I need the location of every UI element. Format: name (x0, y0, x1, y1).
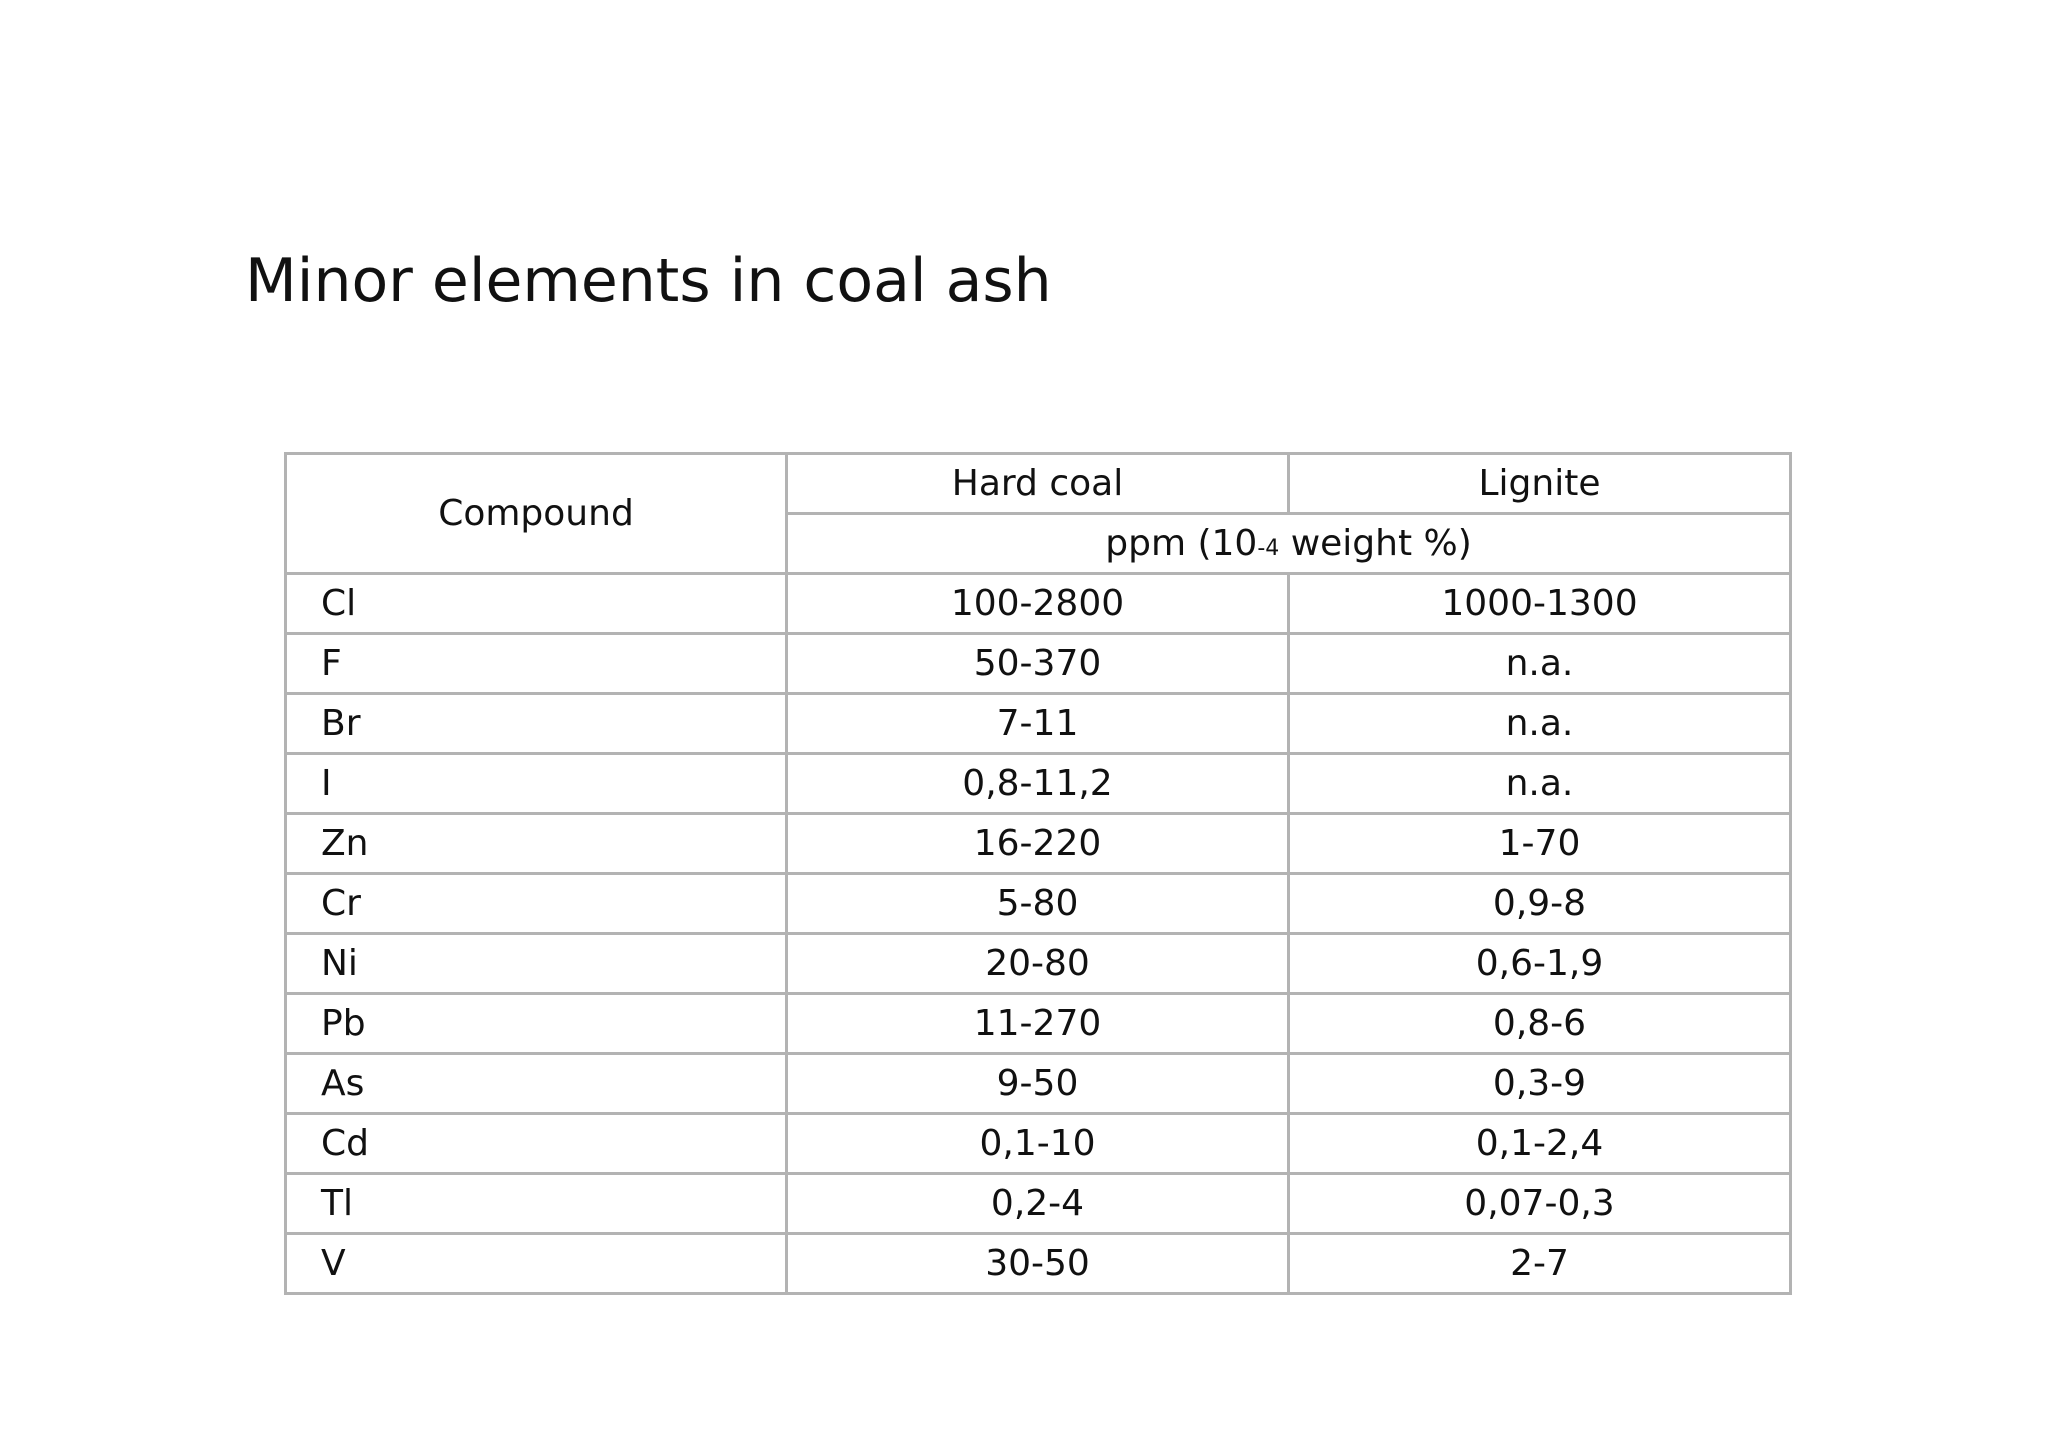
compound-cell: As (286, 1054, 787, 1114)
table-row (286, 754, 1791, 814)
unit-prefix: ppm (10 (1105, 523, 1258, 564)
table-body (286, 574, 1791, 1294)
hard-coal-cell: 11-270 (787, 994, 1289, 1054)
header-row-top (286, 454, 1791, 514)
lignite-cell: 2-7 (1289, 1234, 1791, 1294)
table-row (286, 874, 1791, 934)
page-title: Minor elements in coal ash (245, 246, 1052, 316)
lignite-cell: 0,9-8 (1289, 874, 1791, 934)
lignite-cell: n.a. (1289, 754, 1791, 814)
lignite-cell: 0,8-6 (1289, 994, 1791, 1054)
header-compound: Compound (286, 454, 787, 574)
table-row (286, 1054, 1791, 1114)
lignite-cell: 1000-1300 (1289, 574, 1791, 634)
table-row (286, 994, 1791, 1054)
compound-cell: Pb (286, 994, 787, 1054)
hard-coal-cell: 16-220 (787, 814, 1289, 874)
hard-coal-cell: 5-80 (787, 874, 1289, 934)
table-row (286, 1114, 1791, 1174)
table-row (286, 934, 1791, 994)
lignite-cell: 1-70 (1289, 814, 1791, 874)
hard-coal-cell: 50-370 (787, 634, 1289, 694)
table-header (286, 454, 1791, 574)
compound-cell: I (286, 754, 787, 814)
table-row (286, 1174, 1791, 1234)
lignite-cell: n.a. (1289, 634, 1791, 694)
compound-cell: Br (286, 694, 787, 754)
compound-cell: Cr (286, 874, 787, 934)
hard-coal-cell: 0,8-11,2 (787, 754, 1289, 814)
compound-cell: Cd (286, 1114, 787, 1174)
hard-coal-cell: 0,2-4 (787, 1174, 1289, 1234)
header-hard-coal: Hard coal (787, 454, 1289, 514)
header-lignite: Lignite (1289, 454, 1791, 514)
compound-cell: Cl (286, 574, 787, 634)
table-row (286, 574, 1791, 634)
compound-cell: F (286, 634, 787, 694)
lignite-cell: 0,6-1,9 (1289, 934, 1791, 994)
hard-coal-cell: 0,1-10 (787, 1114, 1289, 1174)
table-row (286, 634, 1791, 694)
hard-coal-cell: 30-50 (787, 1234, 1289, 1294)
compound-cell: Tl (286, 1174, 787, 1234)
table-row (286, 1234, 1791, 1294)
compound-cell: V (286, 1234, 787, 1294)
lignite-cell: 0,1-2,4 (1289, 1114, 1791, 1174)
table-row (286, 694, 1791, 754)
lignite-cell: n.a. (1289, 694, 1791, 754)
hard-coal-cell: 7-11 (787, 694, 1289, 754)
unit-suffix: weight %) (1279, 523, 1472, 564)
compound-cell: Zn (286, 814, 787, 874)
hard-coal-cell: 20-80 (787, 934, 1289, 994)
lignite-cell: 0,3-9 (1289, 1054, 1791, 1114)
hard-coal-cell: 9-50 (787, 1054, 1289, 1114)
header-unit (787, 514, 1791, 574)
compound-cell: Ni (286, 934, 787, 994)
unit-exponent: -4 (1257, 536, 1280, 561)
minor-elements-table (284, 452, 1792, 1295)
hard-coal-cell: 100-2800 (787, 574, 1289, 634)
lignite-cell: 0,07-0,3 (1289, 1174, 1791, 1234)
table-row (286, 814, 1791, 874)
